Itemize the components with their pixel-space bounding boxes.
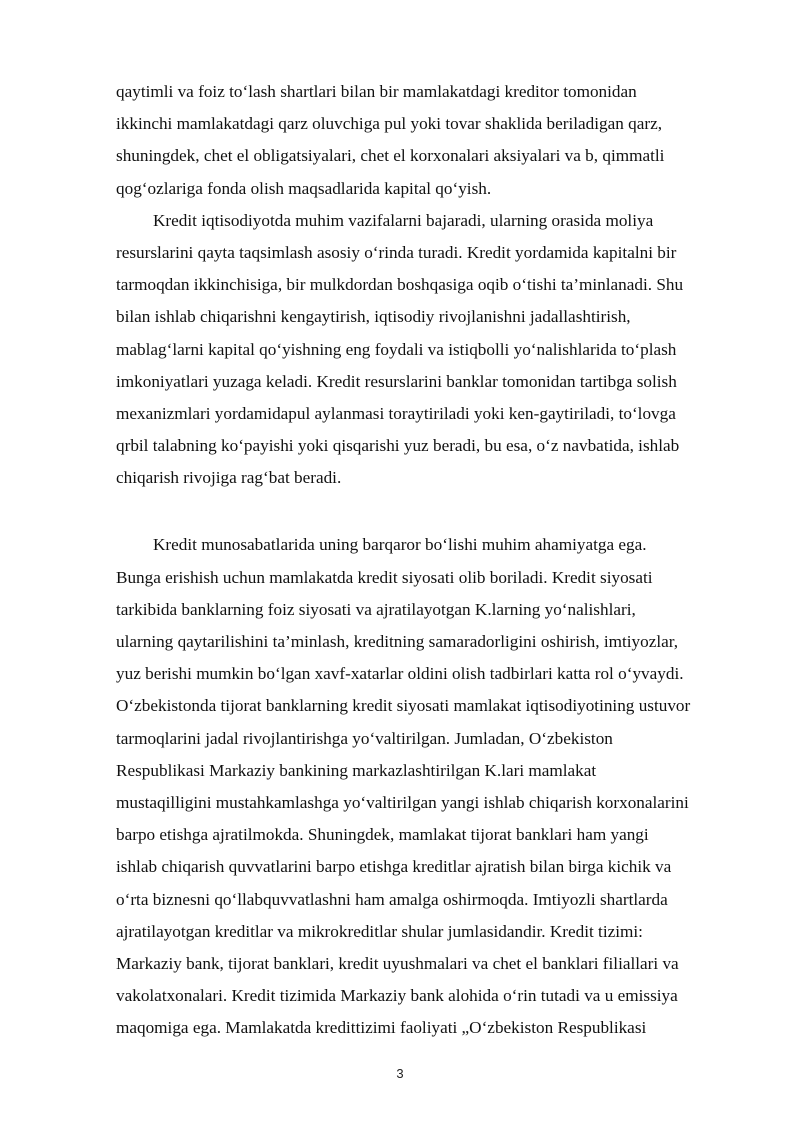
text-line: ajratilayotgan kreditlar va mikrokreditlar shular jumlasidandir. Kredit tizimi:	[116, 921, 643, 941]
paragraph-spacer	[116, 494, 744, 529]
text-line: mustaqilligini mustahkamlashga yo‘valtirilgan yangi ishlab chiqarish korxonalarini	[116, 792, 689, 812]
text-line: Bunga erishish uchun mamlakatda kredit siyosati olib boriladi. Kredit siyosati	[116, 567, 653, 587]
text-line: tarmoqdan ikkinchisiga, bir mulkdordan boshqasiga oqib o‘tishi ta’minlanadi. Shu	[116, 275, 684, 295]
text-line: ishlab chiqarish quvvatlarini barpo etishga kreditlar ajratish bilan birga kichik va	[116, 857, 672, 877]
text-line: Kredit iqtisodiyotda muhim vazifalarni bajaradi, ularning orasida moliya	[153, 210, 654, 230]
text-line: tarmoqlarini jadal rivojlantirishga yo‘valtirilgan. Jumladan, O‘zbekiston	[116, 728, 613, 748]
text-line: chiqarish rivojiga rag‘bat beradi.	[116, 468, 342, 488]
text-line: qrbil talabning ko‘payishi yoki qisqarishi yuz beradi, bu esa, o‘z navbatida, ishlab	[116, 436, 680, 456]
text-line: resurslarini qayta taqsimlash asosiy o‘rinda turadi. Kredit yordamida kapitalni bir	[116, 242, 677, 262]
paragraph-2	[116, 205, 744, 495]
paragraph-1	[116, 76, 744, 205]
text-line: shuningdek, chet el obligatsiyalari, chet el korxonalari aksiyalari va b, qimmatli	[116, 146, 665, 166]
text-line: ularning qaytarilishini ta’minlash, kreditning samaradorligini oshirish, imtiyozlar,	[116, 632, 679, 651]
document-page	[116, 76, 744, 1044]
text-line: mablag‘larni kapital qo‘yishning eng foydali va istiqbolli yo‘nalishlarida to‘plash	[116, 339, 677, 359]
text-line: imkoniyatlari yuzaga keladi. Kredit resurslarini banklar tomonidan tartibga solish	[116, 371, 677, 391]
text-line: tarkibida banklarning foiz siyosati va ajratilayotgan K.larning yo‘nalishlari,	[116, 599, 636, 619]
text-line: barpo etishga ajratilmokda. Shuningdek, mamlakat tijorat banklari ham yangi	[116, 825, 649, 845]
text-line: Kredit munosabatlarida uning barqaror bo‘lishi muhim ahamiyatga ega.	[153, 535, 647, 555]
page-number: 3	[396, 1066, 404, 1081]
paragraph-3	[116, 529, 744, 1044]
text-line: yuz berishi mumkin bo‘lgan xavf-xatarlar oldini olish tadbirlari katta rol o‘yvaydi.	[116, 664, 684, 684]
text-line: vakolatxonalari. Kredit tizimida Markaziy bank alohida o‘rin tutadi va u emissiya	[116, 986, 678, 1006]
text-line: bilan ishlab chiqarishni kengaytirish, iqtisodiy rivojlanishni jadallashtirish,	[116, 307, 631, 327]
text-line: O‘zbekistonda tijorat banklarning kredit siyosati mamlakat iqtisodiyotining ustuvor	[116, 696, 691, 716]
text-line: o‘rta biznesni qo‘llabquvvatlashni ham amalga oshirmoqda. Imtiyozli shartlarda	[116, 889, 668, 909]
text-line: Markaziy bank, tijorat banklari, kredit uyushmalari va chet el banklari filiallari va	[116, 953, 679, 973]
text-line: Respublikasi Markaziy bankining markazlashtirilgan K.lari mamlakat	[116, 760, 597, 780]
text-line: maqomiga ega. Mamlakatda kredittizimi faoliyati „O‘zbekiston Respublikasi	[116, 1018, 647, 1038]
text-line: qog‘ozlariga fonda olish maqsadlarida kapital qo‘yish.	[116, 178, 492, 198]
text-line: qaytimli va foiz to‘lash shartlari bilan bir mamlakatdagi kreditor tomonidan	[116, 82, 637, 101]
text-line: ikkinchi mamlakatdagi qarz oluvchiga pul yoki tovar shaklida beriladigan qarz,	[116, 114, 663, 134]
text-line: mexanizmlari yordamidapul aylanmasi toraytiriladi yoki ken-gaytiriladi, to‘lovga	[116, 403, 676, 423]
